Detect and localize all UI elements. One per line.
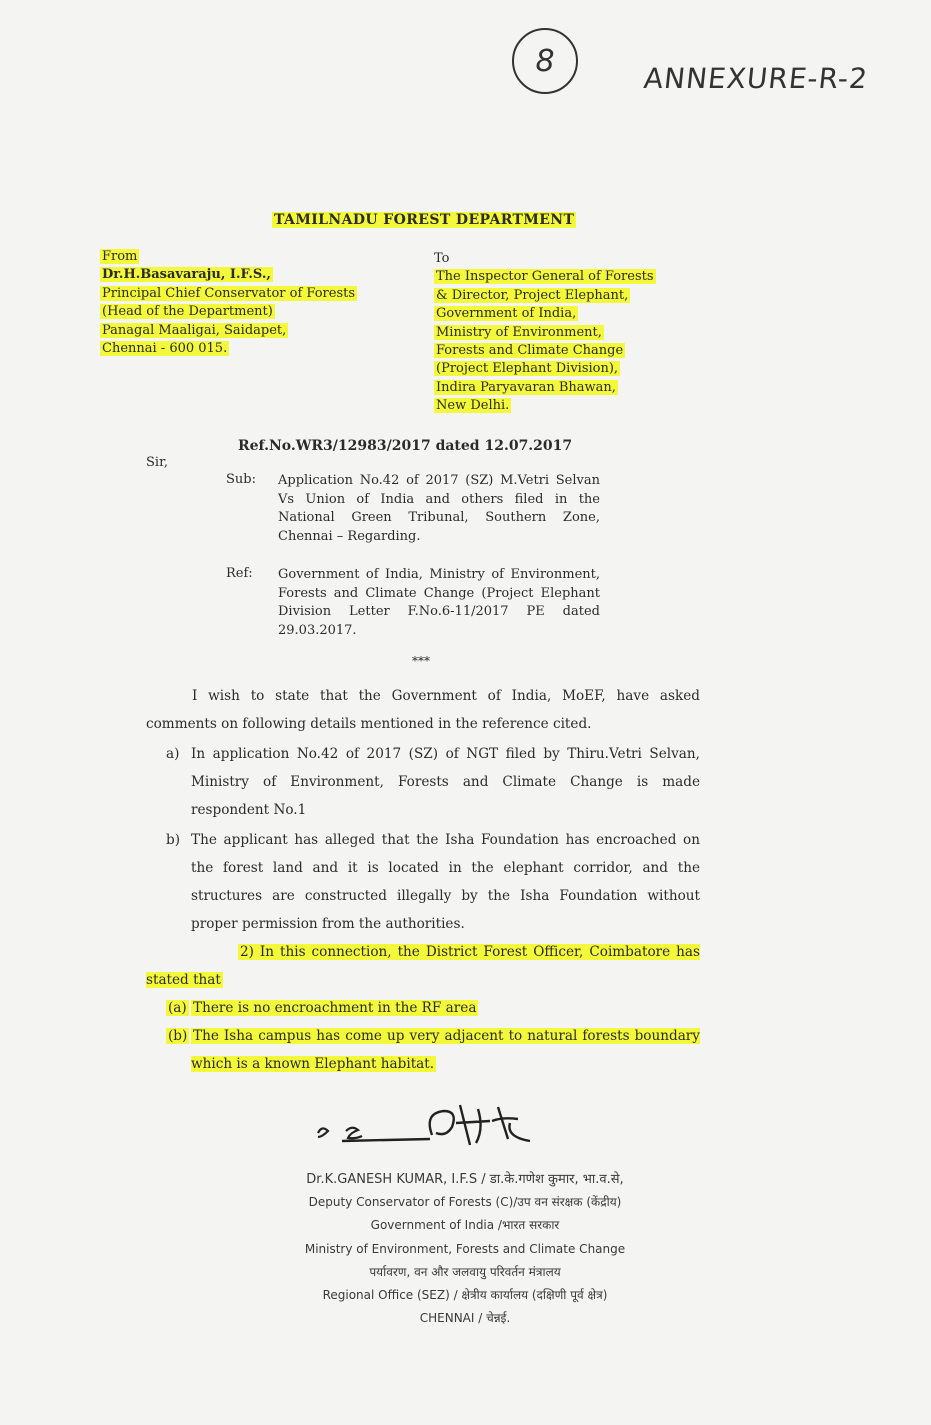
- to-line: Forests and Climate Change: [436, 343, 624, 359]
- signatory-ministry-hindi: पर्यावरण, वन और जलवायु परिवर्तन मंत्रालय: [369, 1264, 561, 1279]
- handwritten-signature: [312, 1095, 562, 1159]
- reference-text: Government of India, Ministry of Environment, Forests and Climate Change (Project Elephant Division Letter F.No.6-11/2017 PE dated 29.03.2017.: [278, 567, 600, 638]
- signatory-office: Regional Office (SEZ) / क्षेत्रीय कार्यालय (दक्षिणी पूर्व क्षेत्र): [322, 1288, 608, 1303]
- signatory-title: Deputy Conservator of Forests (C)/उप वन संरक्षक (केंद्रीय): [308, 1195, 622, 1210]
- from-line: Panagal Maaligai, Saidapet,: [102, 322, 287, 338]
- reference-label: Ref:: [226, 566, 253, 581]
- separator: ***: [412, 654, 430, 668]
- signatory-ministry: Ministry of Environment, Forests and Climate Change: [304, 1241, 626, 1256]
- department-title: [272, 212, 576, 228]
- intro-paragraph: I wish to state that the Government of India, MoEF, have asked comments on following details mentioned in the reference cited.: [146, 688, 700, 732]
- signature-block: [240, 1168, 690, 1330]
- to-line: Indira Paryavaran Bhawan,: [436, 379, 616, 395]
- from-address-block: [100, 248, 357, 358]
- page-number: 8: [535, 43, 555, 79]
- signatory-city: CHENNAI / चेन्नई.: [419, 1311, 511, 1326]
- subject-text: Application No.42 of 2017 (SZ) M.Vetri Selvan Vs Union of India and others filed in the National Green Tribunal, Southern Zone, Chennai – Regarding.: [278, 473, 600, 544]
- to-label: To: [434, 251, 450, 266]
- item-c-text: There is no encroachment in the RF area: [193, 1000, 477, 1016]
- item-b-marker: b): [166, 832, 181, 848]
- reference-number: Ref.No.WR3/12983/2017 dated 12.07.2017: [238, 438, 573, 454]
- item-a-marker: a): [166, 746, 180, 762]
- to-line: & Director, Project Elephant,: [436, 287, 629, 303]
- annexure-label: ANNEXURE-R-2: [642, 62, 870, 95]
- paragraph-2-text: 2) In this connection, the District Forest Officer, Coimbatore has stated that: [146, 944, 700, 988]
- from-line: Principal Chief Conservator of Forests: [102, 285, 356, 301]
- department-name: TAMILNADU FOREST DEPARTMENT: [274, 212, 575, 228]
- from-line: Chennai - 600 015.: [102, 341, 228, 357]
- to-line: New Delhi.: [436, 398, 510, 414]
- item-c-marker: (a): [168, 1000, 187, 1016]
- from-label: From: [102, 249, 138, 264]
- from-line: Dr.H.Basavaraju, I.F.S.,: [102, 267, 271, 283]
- from-line: (Head of the Department): [102, 304, 273, 320]
- salutation: Sir,: [146, 455, 168, 470]
- item-d-text: The Isha campus has come up very adjacent to natural forests boundary which is a known Elephant habitat.: [191, 1028, 700, 1072]
- paragraph-2: [146, 938, 700, 994]
- subject-label: Sub:: [226, 472, 256, 487]
- page-number-circle: [512, 28, 578, 94]
- item-a-text: In application No.42 of 2017 (SZ) of NGT filed by Thiru.Vetri Selvan, Ministry of Environment, Forests and Climate Change is made respondent No.1: [191, 746, 700, 818]
- to-line: (Project Elephant Division),: [436, 361, 619, 377]
- item-d-marker: (b): [168, 1028, 188, 1044]
- signatory-govt: Government of India /भारत सरकार: [370, 1218, 560, 1233]
- to-line: Ministry of Environment,: [436, 324, 602, 340]
- signatory-name: Dr.K.GANESH KUMAR, I.F.S / डा.के.गणेश कुमार, भा.व.से,: [306, 1172, 624, 1187]
- to-line: The Inspector General of Forests: [436, 269, 654, 285]
- to-line: Government of India,: [436, 306, 577, 322]
- to-address-block: [434, 250, 656, 416]
- item-b-text: The applicant has alleged that the Isha Foundation has encroached on the forest land and it is located in the elephant corridor, and the structures are constructed illegally by the Isha Foundation without proper permission from the authorities.: [191, 832, 700, 932]
